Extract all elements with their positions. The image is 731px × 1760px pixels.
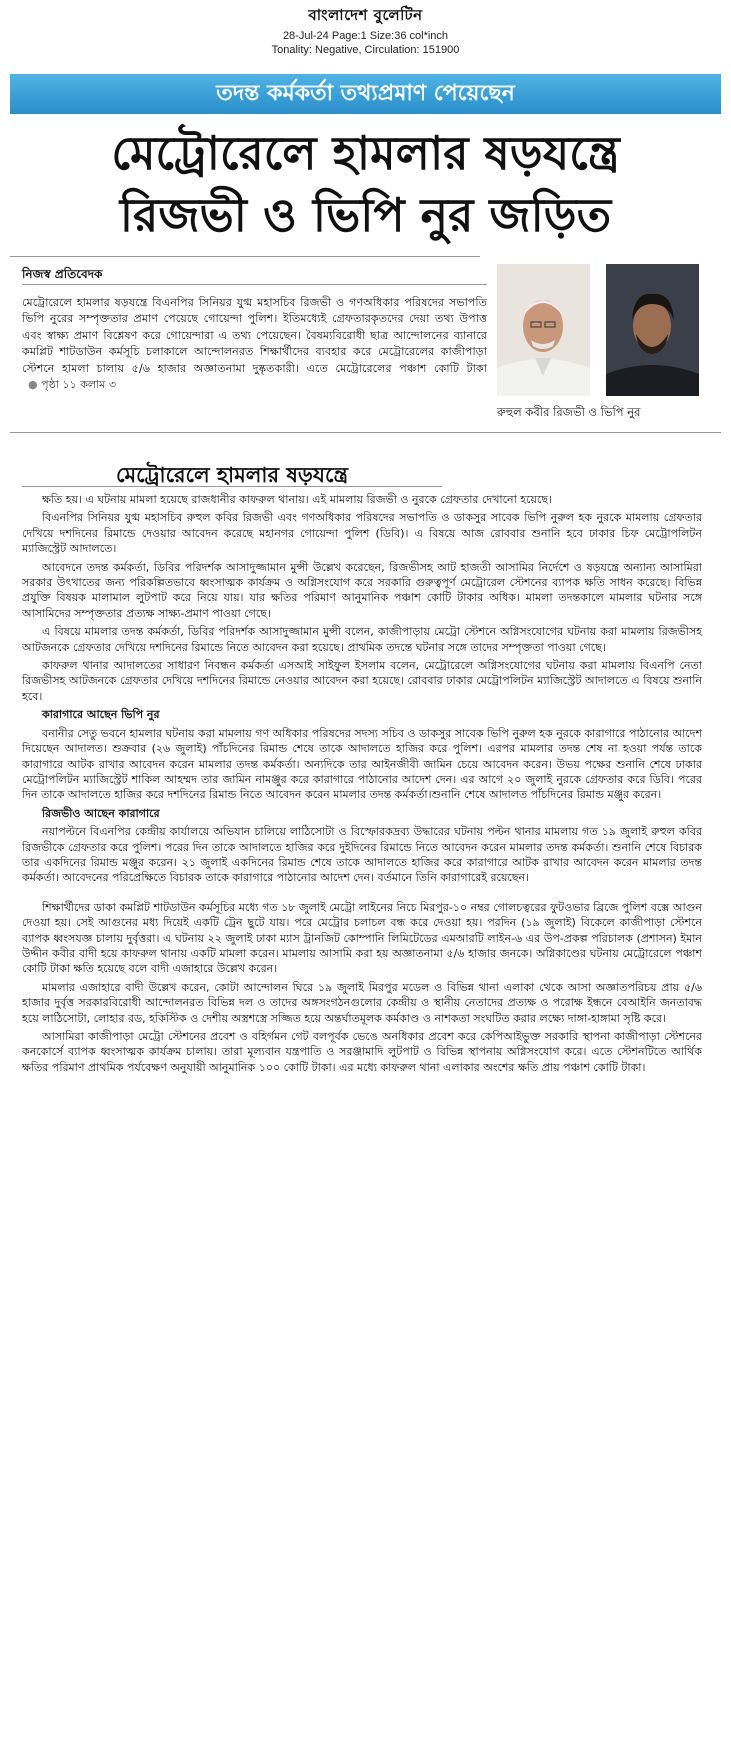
jump-text: পৃষ্ঠা ১১ কলাম ৩: [41, 378, 117, 392]
body-paragraph: মামলার এজাহারে বাদী উল্লেখ করেন, কোটা আন্দোলন ঘিরে ১৯ জুলাই মিরপুর মডেল ও বিভিন্ন থানা এলাকা থেকে আসা অজ্ঞাতপরিচয় প্রায় ৫/৬ হাজার দুর্বৃত্ত সরকারবিরোধী আন্দোলনরত বিভিন্ন দল ও তাদের অঙ্গসংগঠনগুলোর কেন্দ্রীয় ও স্থানীয় নেতাদের প্রত্যক্ষ ও পরোক্ষ ইন্ধনে বেআইনি জনতাবদ্ধ হয়ে লাঠিসোটা, লোহার রড, হকিস্টিক ও দেশীয় অস্ত্রশস্ত্রে সজ্জিত হয়ে অন্তর্ঘাতমূলক কর্মকাণ্ড ও নাশকতা সংঘটিত করার লক্ষ্যে দাঙ্গা-হাঙ্গামা সৃষ্টি করে।: [22, 980, 702, 1025]
portrait-rizvi-image: [497, 264, 590, 396]
subheading-rizvi-in-jail: রিজভীও আছেন কারাগারে: [42, 806, 160, 820]
photo-caption: রুহুল কবীর রিজভী ও ভিপি নুর: [497, 405, 641, 419]
subheading-nur-in-jail: কারাগারে আছেন ভিপি নুর: [42, 708, 160, 722]
body-paragraph: কাফরুল থানার আদালতের সাধারণ নিবন্ধন কর্মকর্তা এসআই সাইফুল ইসলাম বলেন, মেট্রোরেলে অগ্নিসংযোগের ঘটনায় করা মামলায় বিএনপি নেতা রিজভীসহ আটজনকে গ্রেফতার দেখিয়ে দশদিনের রিমান্ডে নেওয়ার আবেদন করা হয়েছে। রোববার ঢাকার মেট্রোপলিটন ম্যাজিস্ট্রেট আদালতে এ বিষয়ে শুনানি হবে।: [22, 659, 702, 703]
body-paragraph: আবেদনে তদন্ত কর্মকর্তা, ডিবির পরিদর্শক আসাদুজ্জামান মুন্সী উল্লেখ করেছেন, রিজভীসহ আট হাজতী আসামির নির্দেশে ও ষড়যন্ত্রে অন্যান্য আসামিরা সরকার উৎখাতের জন্য পরিকল্পিতভাবে ধ্বংসাত্মক কার্যক্রম ও অগ্নিসংযোগ করে সরকারি গুরুত্বপূর্ণ মেট্রোরেল স্টেশনের ব্যাপক ক্ষতি সাধন করেছে। বিভিন্ন প্রযুক্তি বিষয়ক মালামাল লুটপাট করে নিয়ে যায়। যার ক্ষতির পরিমাণ আনুমানিক পঞ্চাশ কোটি টাকার অধিক। মামলা তদন্তকালে মামলার ঘটনার সঙ্গে আসামিদের সম্পৃক্ততার প্রত্যক্ষ সাক্ষ্য-প্রমাণ পাওয়া গেছে।: [22, 560, 702, 620]
photo-nur: [606, 264, 699, 396]
lead-text: মেট্রোরেলে হামলার ষড়যন্ত্রে বিএনপির সিনিয়র যুগ্ম মহাসচিব রিজভী ও গণঅধিকার পরিষদের সভাপতি ভিপি নুরের সম্পৃক্ততার প্রমাণ পেয়েছে গোয়েন্দা পুলিশ। ইতিমধ্যেই গ্রেফতারকৃতদের দেয়া তথ্য উপাত্ত এবং স্বাক্ষ্য প্রমাণ বিশ্লেষণ করে গোয়েন্দারা এ তথ্য পেয়েছেন। বৈষম্যবিরোধী ছাত্র আন্দোলনের ব্যানারে কমপ্লিট শাটডাউন কর্মসূচি চলাকালে আন্দোলনরত শিক্ষার্থীদের ব্যবহার করে মেট্রোরেলের কাজীপাড়া স্টেশনে হামলা চালায় ৫/৬ হাজার অজ্ঞাতনামা দুষ্কৃতকারী। এতে মেট্রোরেলের পঞ্চাশ কোটি টাকা: [22, 296, 487, 375]
headline-divider: [10, 256, 480, 257]
kicker-banner: তদন্ত কর্মকর্তা তথ্যপ্রমাণ পেয়েছেন: [10, 74, 721, 114]
headline-line-1: মেট্রোরেলে হামলার ষড়যন্ত্রে: [111, 126, 620, 180]
clip-meta-date-page: 28-Jul-24 Page:1 Size:36 col*inch: [282, 30, 449, 42]
clip-meta-tonality: Tonality: Negative, Circulation: 151900: [271, 44, 460, 56]
jump-line: [28, 378, 116, 391]
continuation-title: মেট্রোরেলে হামলার ষড়যন্ত্রে: [115, 463, 349, 487]
jump-dot-icon: ●: [28, 378, 38, 392]
byline-divider: [22, 284, 487, 285]
body-paragraph: শিক্ষার্থীদের ডাকা কমপ্লিট শাটডাউন কর্মসূচির মধ্যে গত ১৮ জুলাই মেট্রো লাইনের নিচে মিরপুর-১০ নম্বর গোলচত্বরের ফুটওভার ব্রিজে পুলিশ বক্সে আগুন দেওয়া হয়। সেই আগুনের মধ্য দিয়েই একটি ট্রেন ছুটে যায়। পরে মেট্রোর চলাচল বন্ধ করে দেওয়া হয়। পরদিন (১৯ জুলাই) বিকেলে কাজীপাড়া স্টেশনে ব্যাপক ধ্বংসযজ্ঞ চালায় দুর্বৃত্তরা। এ ঘটনায় ২২ জুলাই ঢাকা ম্যাস ট্রানজিট কোম্পানি লিমিটেডের এমআরটি লাইন-৬ এর উপ-প্রকল্প পরিচালক (প্রশাসন) ইমান উদ্দীন কবীর বাদী হয়ে কাফরুল থানায় একটি মামলা করেন। মামলায় আসামি করা হয় অজ্ঞাতনামা ৫/৬ হাজার জনকে। অগ্নিকাণ্ডের ঘটনায় মেট্রোরেলে পঞ্চাশ কোটি টাকা ক্ষতি হয়েছে বলে বাদী এজাহারে উল্লেখ করেন।: [22, 900, 702, 976]
section-divider: [10, 432, 721, 433]
body-paragraph: এ বিষয়ে মামলার তদন্ত কর্মকর্তা, ডিবির পরিদর্শক আসাদুজ্জামান মুন্সী বলেন, কাজীপাড়ায় মেট্রো স্টেশনে অগ্নিসংযোগের ঘটনায় করা মামলায় রিজভীসহ আটজনকে গ্রেফতার দেখিয়ে দশদিনের রিমান্ডে নিতে আবেদন করা হয়েছে। প্রাথমিক তদন্তে ঘটনার সঙ্গে তাদের সম্পৃক্ততা পাওয়া গেছে।: [22, 625, 702, 654]
body-paragraph: আসামিরা কাজীপাড়া মেট্রো স্টেশনের প্রবেশ ও বহির্গমন গেট বলপূর্বক ভেঙে অনধিকার প্রবেশ করে কেপিআইভুক্ত সরকারি স্থাপনা কাজীপাড়া স্টেশনের কনকোর্সে ব্যাপক ধ্বংসাত্মক কার্যক্রম চালায়। তারা মূল্যবান যন্ত্রপাতি ও সরঞ্জামাদি লুটপাট ও বিভিন্ন স্থাপনায় অগ্নিসংযোগ করে। এতে স্টেশনটিতে আর্থিক ক্ষতির পরিমাণ প্রাথমিক পর্যবেক্ষণ অনুযায়ী আনুমানিক ১০০ কোটি টাকা। এর মধ্যে কাফরুল থানা এলাকার অংশের ক্ষতি প্রায় পঞ্চাশ কোটি টাকা।: [22, 1030, 702, 1074]
masthead: [0, 4, 731, 57]
portrait-nur-image: [606, 264, 699, 396]
byline: নিজস্ব প্রতিবেদক: [22, 267, 103, 281]
continuation-body: [22, 492, 702, 1078]
body-paragraph: বিএনপির সিনিয়র যুগ্ম মহাসচিব রুহুল কবির রিজভী এবং গণঅধিকার পরিষদের সভাপতি ও ডাকসুর সাবেক ভিপি নুরুল হক নুরকে মামলায় গ্রেফতার দেখিয়ে দশদিনের রিমান্ডে দেওয়ার আবেদন করেছে মহানগর গোয়েন্দা পুলিশ (ডিবি)। এ বিষয়ে আজ রোববার শুনানি হবে ঢাকার চিফ মেট্রোপলিটন ম্যাজিস্ট্রেট আদালতে।: [22, 511, 702, 556]
continuation-title-rule: [22, 486, 442, 487]
body-paragraph: বনানীর সেতু ভবনে হামলার ঘটনায় করা মামলায় গণ অধিকার পরিষদের সদস্য সচিব ও ডাকসুর সাবেক ভিপি নুরুল হক নুরকে কারাগারে পাঠানোর আদেশ দিয়েছেন আদালত। শুক্রবার (২৬ জুলাই) পাঁচদিনের রিমান্ড শেষে তাকে আদালতে হাজির করে পুলিশ। এরপর মামলার তদন্ত শেষ না হওয়া পর্যন্ত তাকে কারাগারে আটক রাখার আবেদন করেন মামলার তদন্ত কর্মকর্তা। অন্যদিকে তার আইনজীবী জামিন চেয়ে আবেদন করেন। উভয় পক্ষের শুনানি শেষে ঢাকার মেট্রোপলিটন ম্যাজিস্ট্রেট শাকিল আহম্মদ তার জামিন নামঞ্জুর করে কারাগারে পাঠানোর আদেশ দেন। এর আগে ২০ জুলাই নুরকে গ্রেফতার করে ডিবি। পরের দিন তাকে আদালতে হাজির করে দশদিনের রিমান্ড নিতে আবেদন করেন মামলার তদন্ত কর্মকর্তা।শুনানি শেষে আদালত পাঁচদিনের রিমান্ড মঞ্জুর করেন।: [22, 726, 702, 802]
body-paragraph: নয়াপল্টনে বিএনপির কেন্দ্রীয় কার্যালয়ে অভিযান চালিয়ে লাঠিসোটা ও বিস্ফোরকদ্রব্য উদ্ধারের ঘটনায় পল্টন থানার মামলায় গত ১৯ জুলাই রুহুল কবির রিজভীকে গ্রেফতার করে পুলিশ। পরের দিন তাকে আদালতে হাজির করে দুইদিনের রিমান্ডে নিতে আবেদন করেন মামলার তদন্ত কর্মকর্তা। শুনানি শেষে বিচারক তার একদিনের রিমান্ড মঞ্জুর করেন। ২১ জুলাই একদিনের রিমান্ড শেষে তাকে আদালতে হাজির করে কারাগারে আটক রাখার আবেদন করেন মামলার তদন্ত কর্মকর্তা। আবেদনের পরিপ্রেক্ষিতে বিচারক তাকে কারাগারে পাঠানোর আদেশ দেন। বর্তমানে তিনি কারাগারেই রয়েছেন।: [22, 825, 702, 885]
main-headline: [10, 122, 721, 246]
newspaper-name: বাংলাদেশ বুলেটিন: [308, 6, 423, 24]
lead-paragraph: [22, 295, 487, 393]
headline-line-2: রিজভী ও ভিপি নুর জড়িত: [119, 188, 612, 242]
photo-rizvi: [497, 264, 590, 396]
body-paragraph: ক্ষতি হয়। এ ঘটনায় মামলা হয়েছে রাজধানীর কাফরুল থানায়। এই মামলায় রিজভী ও নুরকে গ্রেফতার দেখানো হয়েছে।: [42, 493, 552, 506]
